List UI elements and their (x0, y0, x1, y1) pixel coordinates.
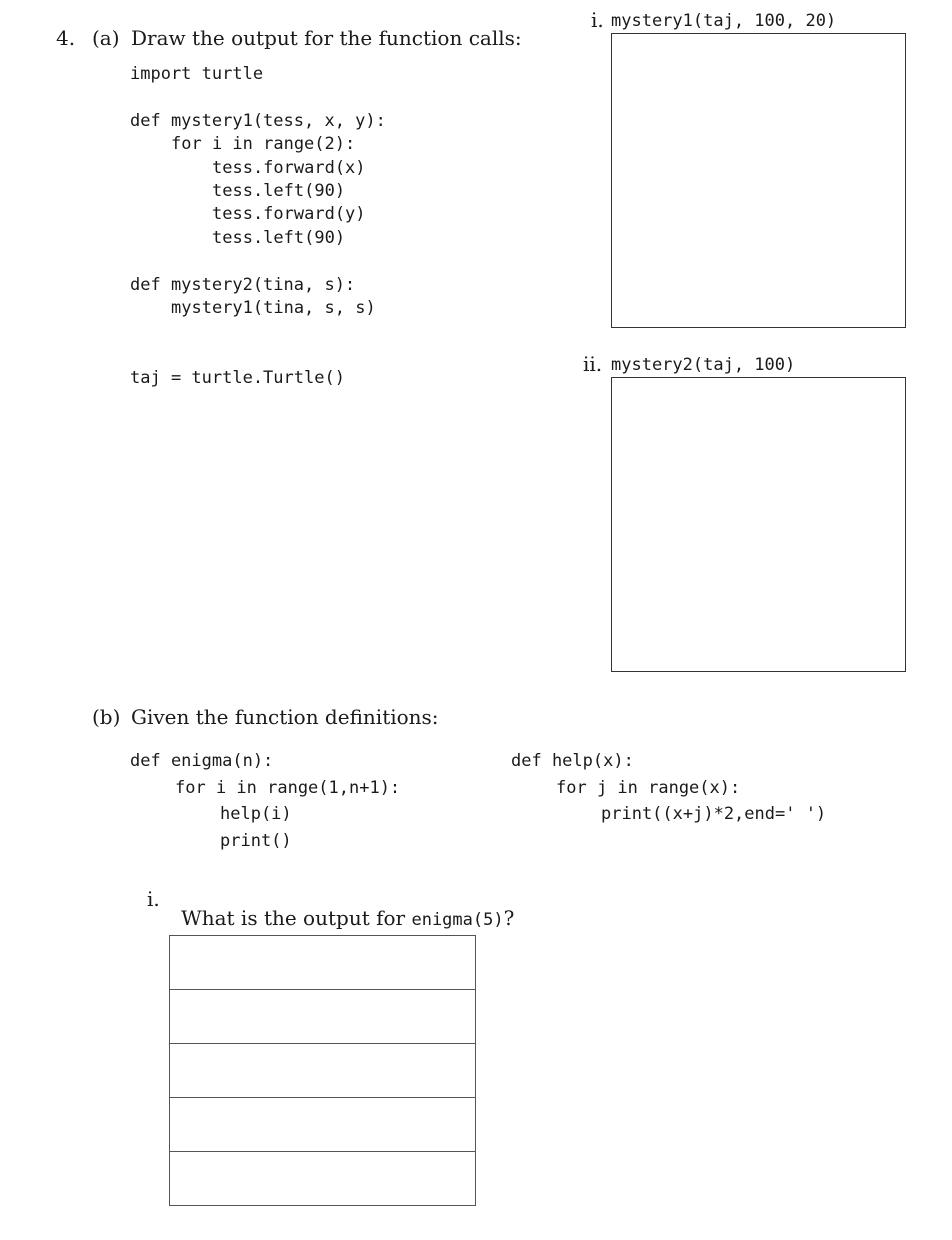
code-line: def help(x): (511, 751, 634, 771)
part-a-prompt: Draw the output for the function calls: (131, 26, 522, 50)
code-line: for i in range(2): (171, 134, 356, 155)
code-line: tess.left(90) (212, 181, 346, 201)
sub-i-label: i. (147, 887, 160, 911)
call-i-label: i. (591, 8, 604, 32)
code-line: print((x+j)*2,end=' ') (601, 804, 827, 824)
sub-i-prompt-end: ? (503, 906, 515, 930)
answer-row[interactable] (169, 1097, 476, 1152)
code-line: tess.forward(x) (212, 157, 366, 178)
code-line: for i in range(1,n+1): (175, 777, 401, 798)
setup-line: taj = turtle.Turtle() (130, 368, 345, 388)
code-line: def mystery1(tess, x, y): (130, 110, 386, 131)
code-line: for j in range(x): (556, 777, 741, 798)
call-ii-code: mystery2(taj, 100) (611, 355, 796, 375)
enigma-code-block (130, 753, 470, 863)
answer-row[interactable] (169, 989, 476, 1044)
answer-row[interactable] (169, 1151, 476, 1206)
sub-i-prompt-text: What is the output for (181, 906, 412, 930)
part-a-code-block (130, 66, 550, 326)
drawing-box-i[interactable] (611, 33, 906, 328)
part-b-prompt: Given the function definitions: (131, 705, 439, 729)
call-ii-label: ii. (583, 352, 603, 376)
code-line: print() (220, 830, 292, 851)
code-line: def mystery2(tina, s): (130, 274, 356, 295)
code-line: tess.forward(y) (212, 204, 366, 225)
code-line: help(i) (220, 804, 292, 824)
answer-table (169, 935, 476, 1206)
part-b-label: (b) (92, 705, 121, 729)
code-line: mystery1(tina, s, s) (171, 298, 376, 318)
code-line: def enigma(n): (130, 751, 274, 771)
help-code-block (511, 753, 931, 843)
answer-row[interactable] (169, 935, 476, 990)
sub-i-prompt (171, 889, 514, 929)
code-line: import turtle (130, 64, 264, 84)
code-line: tess.left(90) (212, 227, 346, 248)
part-a-label: (a) (92, 26, 120, 50)
sub-i-prompt-code: enigma(5) (411, 910, 504, 930)
answer-row[interactable] (169, 1043, 476, 1098)
call-i-code: mystery1(taj, 100, 20) (611, 11, 837, 31)
question-number: 4. (56, 26, 76, 50)
drawing-box-ii[interactable] (611, 377, 906, 672)
